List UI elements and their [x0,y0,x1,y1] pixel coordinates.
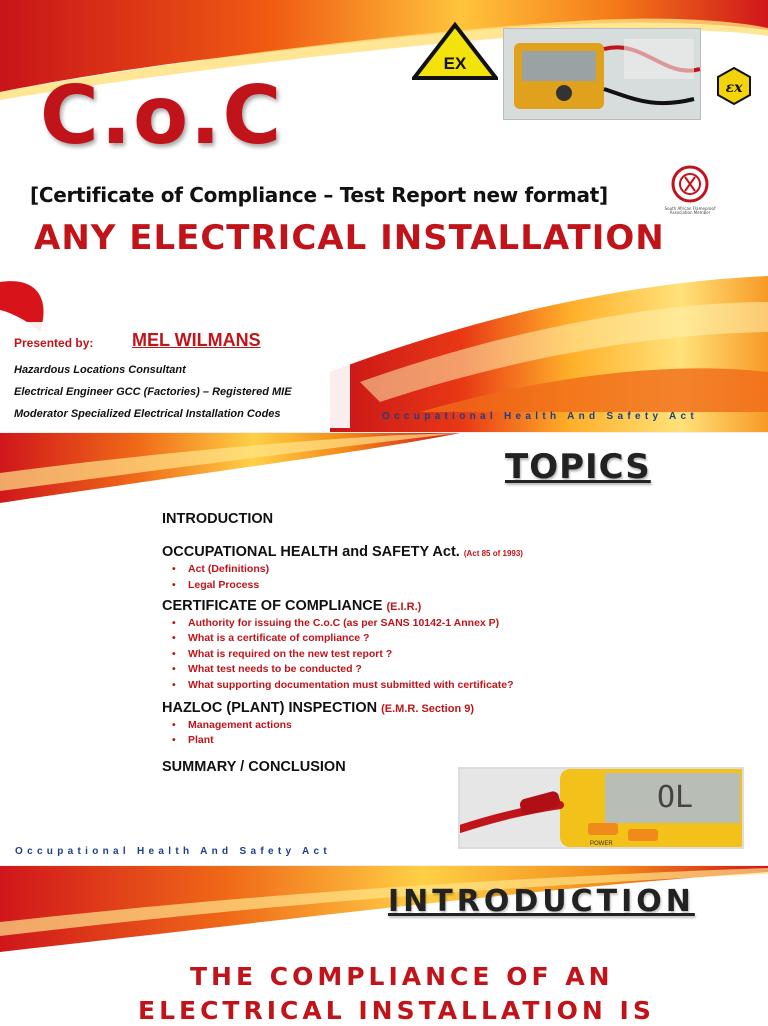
ex-badge-icon [716,66,752,106]
topic-ohs-ref: (Act 85 of 1993) [463,549,523,558]
list-item: • Act (Definitions) [188,563,632,576]
footer-act: Occupational Health And Safety Act [382,411,699,422]
svg-text:εx: εx [725,80,743,96]
list-item: • Authority for issuing the C.o.C (as per SANS 10142-1 Annex P) [188,617,632,630]
topic-summary: SUMMARY / CONCLUSION [162,759,346,775]
ex-warning-icon [412,22,498,80]
footer-act: Occupational Health And Safety Act [15,846,332,857]
top-swoosh-graphic [0,433,768,513]
subtitle: [Certificate of Compliance – Test Report new format] [30,183,608,207]
topic-ohs-title: OCCUPATIONAL HEALTH and SAFETY Act. [162,544,460,560]
presenter-title-3: Moderator Specialized Electrical Installation Codes [14,408,281,420]
list-item: • What is a certificate of compliance ? [188,632,632,645]
presented-by-label: Presented by: [14,336,94,350]
multimeter-photo [503,28,701,120]
introduction-slide [0,865,768,1026]
title-slide [0,0,768,432]
topic-hazloc-ref: (E.M.R. Section 9) [381,702,475,715]
topic-coc [162,598,632,614]
list-item: • Legal Process [188,579,632,592]
meter-power-label: POWER [590,841,613,847]
presenter-title-1: Hazardous Locations Consultant [14,364,186,376]
coc-subtopics [162,617,632,692]
list-item: • Plant [188,734,632,747]
presenter-title-2: Electrical Engineer GCC (Factories) – Registered MIE [14,386,292,398]
page-title: C.o.C [40,69,284,162]
topics-list [162,511,632,775]
presenter-box [8,322,350,428]
presenter-name: MEL WILMANS [132,330,261,350]
topics-heading: TOPICS [505,447,651,487]
headline: ANY ELECTRICAL INSTALLATION [34,218,665,258]
topic-hazloc-title: HAZLOC (PLANT) INSPECTION [162,699,378,716]
topic-coc-ref: (E.I.R.) [386,600,422,613]
topic-introduction: INTRODUCTION [162,511,274,527]
topic-ohs [162,544,632,560]
intro-text-line-1: THE COMPLIANCE OF AN [190,962,614,991]
ex-sign-text: EX [443,54,467,73]
hazloc-subtopics [162,719,632,748]
list-item: • What test needs to be conducted ? [188,663,632,676]
association-text: South African Flameproof Association Member [664,206,716,216]
introduction-heading: INTRODUCTION [388,884,695,919]
list-item: • What is required on the new test report ? [188,648,632,661]
multimeter-photo [458,767,744,849]
ohs-subtopics [162,563,632,592]
association-logo-icon [668,165,712,203]
topic-coc-title: CERTIFICATE OF COMPLIANCE [162,597,383,614]
list-item: • What supporting documentation must submitted with certificate? [188,679,632,692]
topic-hazloc [162,700,632,716]
topics-slide [0,432,768,865]
association-logo [664,165,716,216]
meter-display: OL [656,780,694,815]
list-item: • Management actions [188,719,632,732]
intro-text-line-2: ELECTRICAL INSTALLATION IS [138,996,655,1025]
